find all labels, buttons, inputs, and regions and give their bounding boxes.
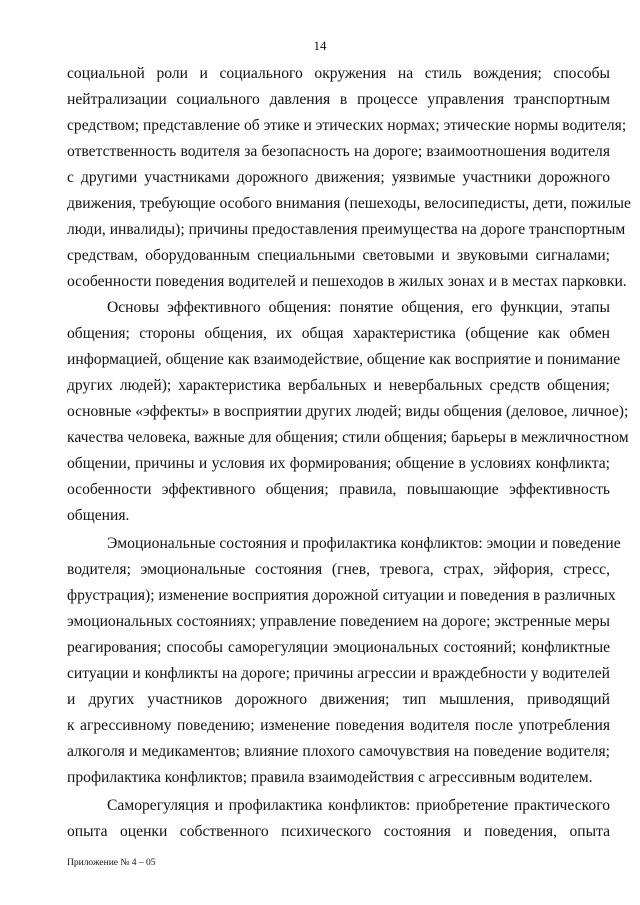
text-line: общения; стороны общения, их общая характеристика (общение как обмен xyxy=(67,325,610,342)
text-line: люди, инвалиды); причины предоставления преимущества на дороге транспортным xyxy=(67,221,626,238)
text-line: социальной роли и социального окружения на стиль вождения; способы xyxy=(67,65,610,82)
text-line: основные «эффекты» в восприятии других людей; виды общения (деловое, личное); xyxy=(67,403,629,420)
text-line: движения, требующие особого внимания (пешеходы, велосипедисты, дети, пожилые xyxy=(67,195,631,212)
text-line: средствам, оборудованным специальными световыми и звуковыми сигналами; xyxy=(67,247,610,264)
text-line: особенности эффективного общения; правила, повышающие эффективность xyxy=(67,481,610,498)
text-line: других людей); характеристика вербальных и невербальных средств общения; xyxy=(67,377,610,394)
footer-note: Приложение № 4 – 05 xyxy=(67,858,156,868)
text-line: средством; представление об этике и этических нормах; этические нормы водителя; xyxy=(67,117,627,134)
page-number: 14 xyxy=(313,38,327,53)
text-line: ответственность водителя за безопасность на дороге; взаимоотношения водителя xyxy=(67,143,610,160)
text-line: и других участников дорожного движения; тип мышления, приводящий xyxy=(67,691,610,708)
text-line: фрустрация); изменение восприятия дорожной ситуации и поведения в различных xyxy=(67,587,616,604)
text-line: информацией, общение как взаимодействие, общение как восприятие и понимание xyxy=(67,351,621,368)
text-line: ситуации и конфликты на дороге; причины агрессии и враждебности у водителей xyxy=(67,665,610,682)
text-line: опыта оценки собственного психического состояния и поведения, опыта xyxy=(67,823,610,840)
text-line: качества человека, важные для общения; стили общения; барьеры в межличностном xyxy=(67,429,629,446)
paragraph-first-line: Саморегуляция и профилактика конфликтов: приобретение практического xyxy=(107,797,610,814)
text-line: с другими участниками дорожного движения; уязвимые участники дорожного xyxy=(67,169,610,186)
text-line: нейтрализации социального давления в процессе управления транспортным xyxy=(67,91,610,108)
paragraph-first-line: Эмоциональные состояния и профилактика конфликтов: эмоции и поведение xyxy=(107,535,621,552)
text-line: к агрессивному поведению; изменение поведения водителя после употребления xyxy=(67,717,610,734)
text-line: алкоголя и медикаментов; влияние плохого самочувствия на поведение водителя; xyxy=(67,743,610,760)
text-line: общения. xyxy=(67,507,130,524)
text-line: реагирования; способы саморегуляции эмоциональных состояний; конфликтные xyxy=(67,639,610,656)
text-line: особенности поведения водителей и пешеходов в жилых зонах и в местах парковки. xyxy=(67,273,627,290)
paragraph-first-line: Основы эффективного общения: понятие общения, его функции, этапы xyxy=(107,299,610,316)
text-line: общении, причины и условия их формирования; общение в условиях конфликта; xyxy=(67,455,610,472)
text-line: эмоциональных состояниях; управление поведением на дороге; экстренные меры xyxy=(67,613,610,630)
text-line: водителя; эмоциональные состояния (гнев, тревога, страх, эйфория, стресс, xyxy=(67,561,610,578)
text-line: профилактика конфликтов; правила взаимодействия с агрессивным водителем. xyxy=(67,769,593,786)
